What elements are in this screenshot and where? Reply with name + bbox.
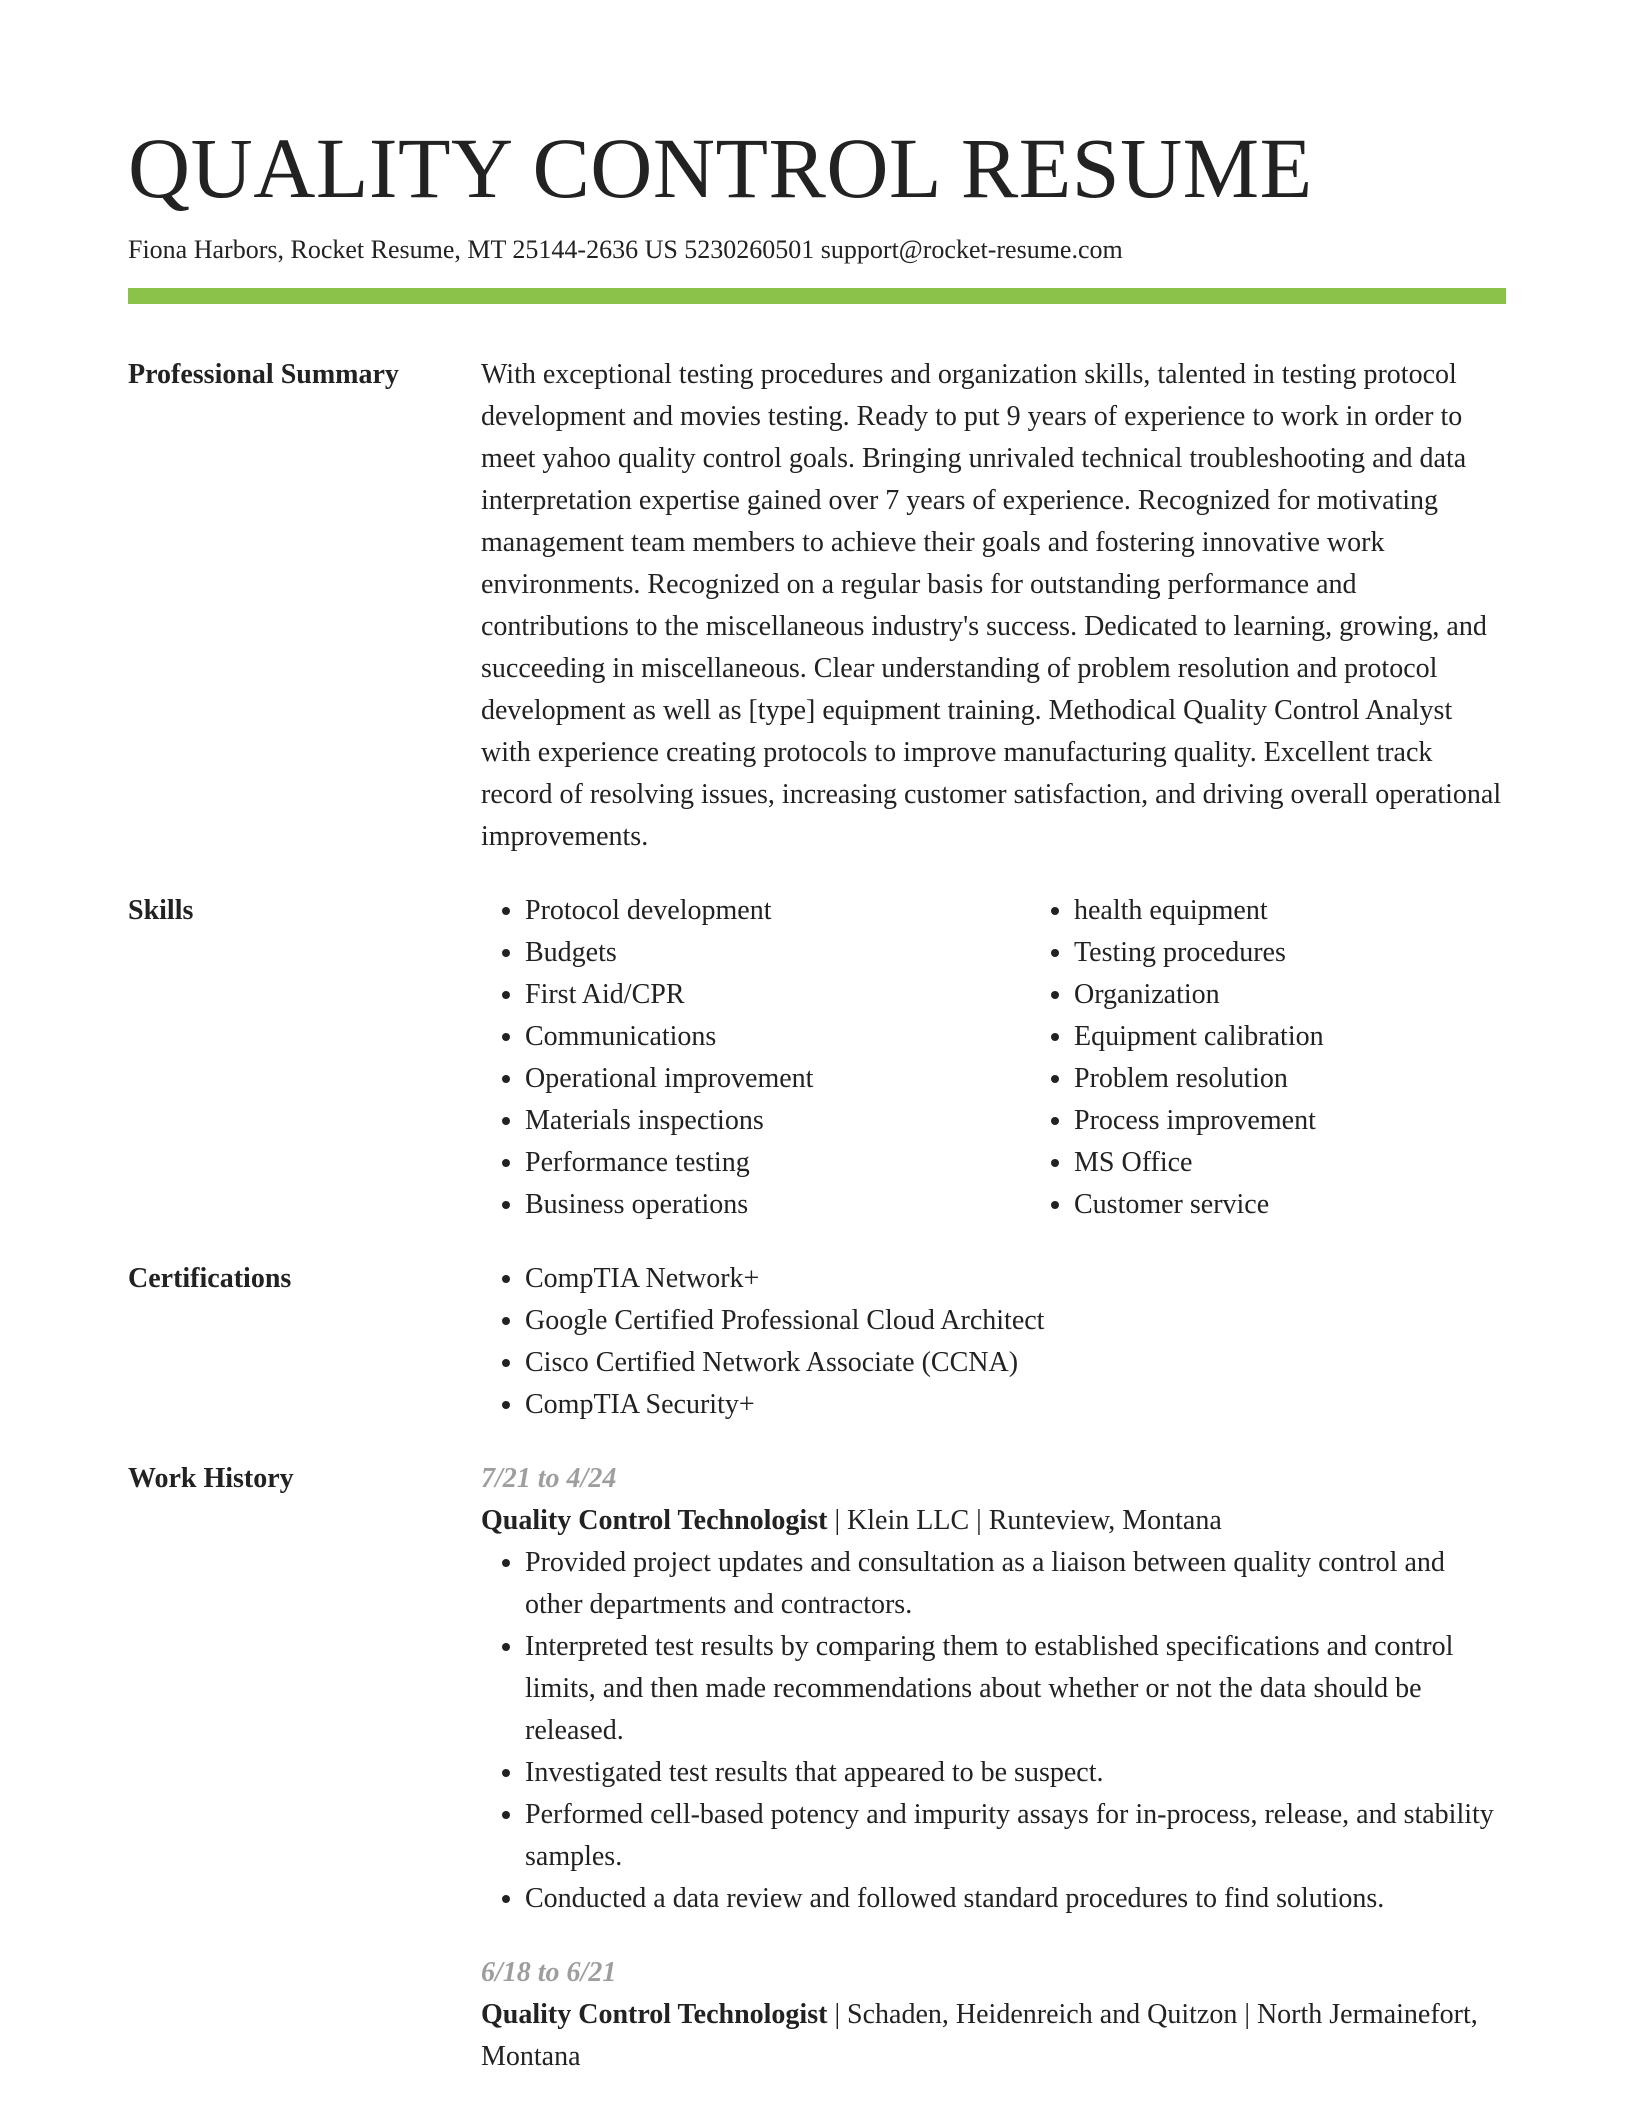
skill-item: • Organization xyxy=(1074,974,1579,1016)
skill-item: • Operational improvement xyxy=(525,1058,1030,1100)
job-heading xyxy=(481,1994,1506,2078)
skill-item: • Testing procedures xyxy=(1074,932,1579,974)
certifications-label: Certifications xyxy=(128,1263,292,1294)
work-history-body xyxy=(481,1458,1506,2078)
work-history-label: Work History xyxy=(128,1463,294,1494)
accent-divider xyxy=(128,288,1506,304)
skill-item: • Communications xyxy=(525,1016,1030,1058)
certification-item: • CompTIA Security+ xyxy=(525,1384,1506,1426)
certifications-body xyxy=(481,1258,1506,1426)
summary-text: With exceptional testing procedures and organization skills, talented in testing protocol development and movies testing. Ready to put 9 years of experience to work in order to meet yahoo quality control goals. Bringing unrivaled technical troubleshooting and data interpretation expertise gained over 7 years of experience. Recognized for motivating management team members to achieve their goals and fostering innovative work environments. Recognized on a regular basis for outstanding performance and contributions to the miscellaneous industry's success. Dedicated to learning, growing, and succeeding in miscellaneous. Clear understanding of problem resolution and protocol development as well as [type] equipment training. Methodical Quality Control Analyst with experience creating protocols to improve manufacturing quality. Excellent track record of resolving issues, increasing customer satisfaction, and driving overall operational improvements. xyxy=(481,359,1502,852)
job-duty-item: • Conducted a data review and followed standard procedures to find solutions. xyxy=(525,1878,1506,1920)
skill-item: • Protocol development xyxy=(525,890,1030,932)
job-duty-item: • Provided project updates and consultation as a liaison between quality control and other departments and contractors. xyxy=(525,1542,1506,1626)
skill-item: • Performance testing xyxy=(525,1142,1030,1184)
job-company-location: | Schaden, Heidenreich and Quitzon | North Jermainefort, Montana xyxy=(481,1999,1478,2072)
job-dates: 7/21 to 4/24 xyxy=(481,1463,617,1494)
skills-list-right xyxy=(1030,890,1579,1226)
job-title: Quality Control Technologist xyxy=(481,1999,828,2030)
skill-item: • Budgets xyxy=(525,932,1030,974)
skill-item: • Problem resolution xyxy=(1074,1058,1579,1100)
skills-section xyxy=(128,890,1506,1226)
work-history-section xyxy=(128,1458,1506,2078)
job-duty-item: • Interpreted test results by comparing them to established specifications and control limits, and then made recommendations about whether or not the data should be released. xyxy=(525,1626,1506,1752)
skill-item: • Process improvement xyxy=(1074,1100,1579,1142)
job-title: Quality Control Technologist xyxy=(481,1505,828,1536)
job-entry xyxy=(481,1458,1506,1920)
job-duties-list xyxy=(481,1542,1506,1920)
skills-columns xyxy=(481,890,1579,1226)
summary-label: Professional Summary xyxy=(128,359,399,390)
certifications-section xyxy=(128,1258,1506,1426)
skill-item: • Customer service xyxy=(1074,1184,1579,1226)
summary-body xyxy=(481,354,1506,858)
skills-label: Skills xyxy=(128,895,194,926)
job-duty-item: • Investigated test results that appeared to be suspect. xyxy=(525,1752,1506,1794)
certifications-list xyxy=(481,1258,1506,1426)
certification-item: • Cisco Certified Network Associate (CCNA) xyxy=(525,1342,1506,1384)
job-duty-item: • Performed cell-based potency and impurity assays for in-process, release, and stability samples. xyxy=(525,1794,1506,1878)
skill-item: • Materials inspections xyxy=(525,1100,1030,1142)
job-heading xyxy=(481,1500,1506,1542)
resume-page xyxy=(128,118,1506,2078)
certification-item: • CompTIA Network+ xyxy=(525,1258,1506,1300)
skill-item: • health equipment xyxy=(1074,890,1579,932)
skill-item: • MS Office xyxy=(1074,1142,1579,1184)
contact-line: Fiona Harbors, Rocket Resume, MT 25144-2636 US 5230260501 support@rocket-resume.com xyxy=(128,235,1123,264)
job-entry xyxy=(481,1952,1506,2078)
skill-item: • Equipment calibration xyxy=(1074,1016,1579,1058)
job-company-location: | Klein LLC | Runteview, Montana xyxy=(827,1505,1222,1536)
job-dates: 6/18 to 6/21 xyxy=(481,1957,617,1988)
skill-item: • First Aid/CPR xyxy=(525,974,1030,1016)
certification-item: • Google Certified Professional Cloud Architect xyxy=(525,1300,1506,1342)
resume-title: QUALITY CONTROL RESUME xyxy=(128,120,1313,216)
skills-list-left xyxy=(481,890,1030,1226)
summary-section xyxy=(128,354,1506,858)
skill-item: • Business operations xyxy=(525,1184,1030,1226)
